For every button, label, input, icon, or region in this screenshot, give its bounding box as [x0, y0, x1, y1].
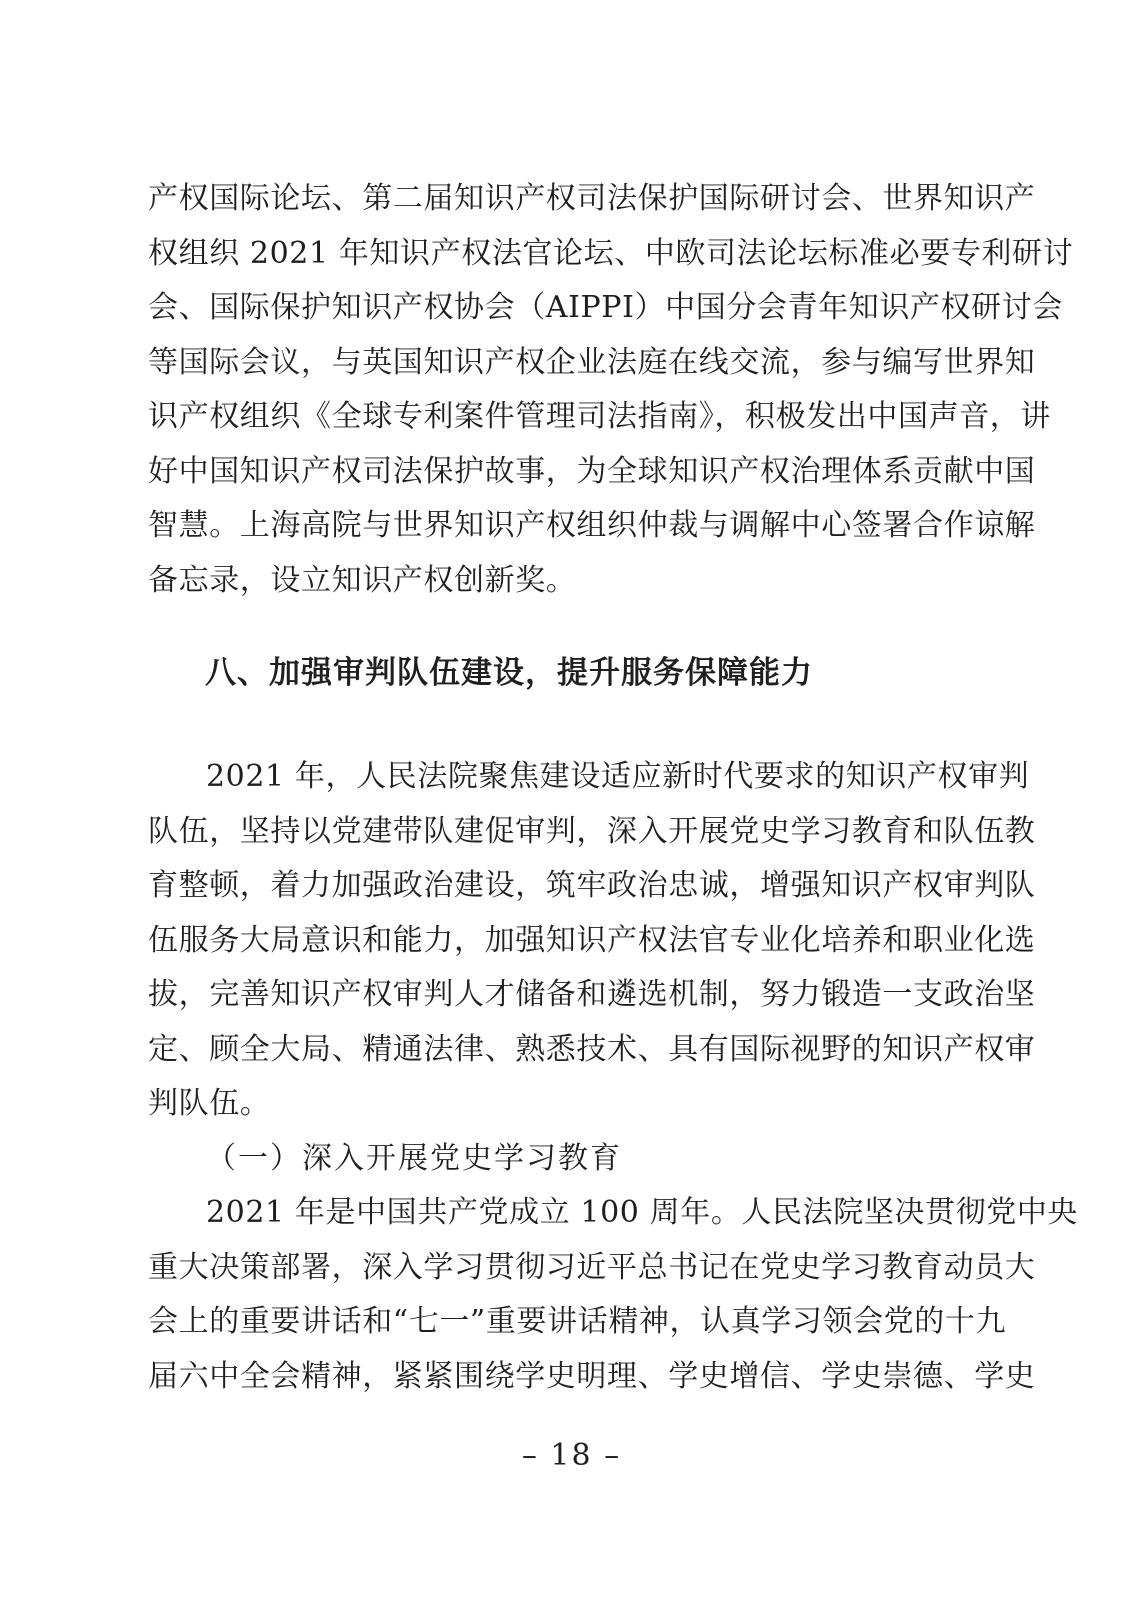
text-line: 好中国知识产权司法保护故事，为全球知识产权治理体系贡献中国 — [148, 453, 1036, 489]
text-line: 会、国际保护知识产权协会（AIPPI）中国分会青年知识产权研讨会 — [148, 290, 1063, 325]
text-line: 2021 年是中国共产党成立 100 周年。人民法院坚决贯彻党中央 — [206, 1195, 1079, 1230]
text-line: 队伍，坚持以党建带队建促审判，深入开展党史学习教育和队伍教 — [148, 813, 1036, 849]
text-line: 会上的重要讲话和“七一”重要讲话精神，认真学习领会党的十九 — [148, 1304, 1007, 1339]
text-line: 备忘录，设立知识产权创新奖。 — [148, 562, 577, 598]
text-line: 拔，完善知识产权审判人才储备和遴选机制，努力锻造一支政治坚 — [148, 977, 1036, 1012]
text-line: 判队伍。 — [148, 1086, 271, 1121]
section-heading: 八、加强审判队伍建设，提升服务保障能力 — [205, 655, 813, 691]
text-line: 伍服务大局意识和能力，加强知识产权法官专业化培养和职业化选 — [148, 922, 1036, 958]
text-line: 重大决策部署，深入学习贯彻习近平总书记在党史学习教育动员大 — [148, 1249, 1036, 1285]
text-line: 产权国际论坛、第二届知识产权司法保护国际研讨会、世界知识产 — [148, 181, 1036, 216]
section-body — [148, 750, 1079, 1404]
intro-paragraph — [148, 172, 1074, 608]
text-line: 育整顿，着力加强政治建设，筑牢政治忠诚，增强知识产权审判队 — [148, 868, 1036, 903]
text-line: 届六中全会精神，紧紧围绕学史明理、学史增信、学史崇德、学史 — [148, 1358, 1036, 1394]
text-line: 定、顾全大局、精通法律、熟悉技术、具有国际视野的知识产权审 — [148, 1031, 1036, 1067]
text-line: 2021 年，人民法院聚焦建设适应新时代要求的知识产权审判 — [206, 759, 1030, 794]
text-line: 识产权组织《全球专利案件管理司法指南》，积极发出中国声音，讲 — [148, 399, 1051, 434]
page-number: – 18 – — [521, 1438, 622, 1473]
text-line: 智慧。上海高院与世界知识产权组织仲裁与调解中心签署合作谅解 — [148, 508, 1036, 543]
text-line: 等国际会议，与英国知识产权企业法庭在线交流，参与编写世界知 — [148, 344, 1036, 380]
subsection-heading: （一）深入开展党史学习教育 — [206, 1140, 622, 1176]
text-line: 权组织 2021 年知识产权法官论坛、中欧司法论坛标准必要专利研讨 — [148, 235, 1074, 271]
